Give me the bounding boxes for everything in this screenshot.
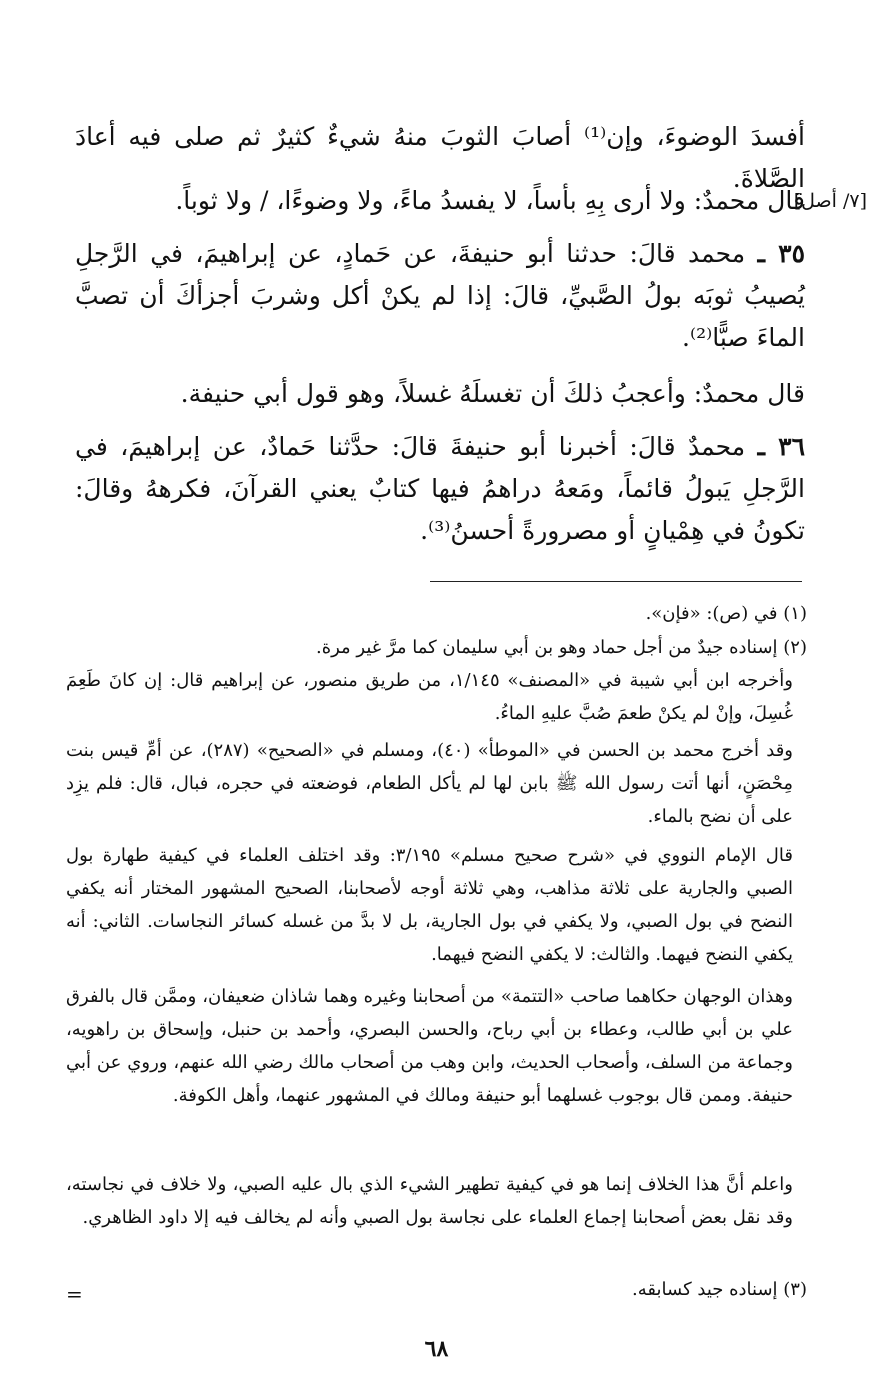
footnote-2-paragraph-b: وقد أخرج محمد بن الحسن في «الموطأ» (٤٠)، ومسلم في «الصحيح» (٢٨٧)، عن أمِّ قيس بنت مِحْصَنٍ، أنها أتت رسول الله ﷺ بابن لها لم يأكل الطعام، فوضعته في حجره، فبال، قال: فلم يزِد على أن نضح بالماء. — [66, 740, 794, 827]
hadith-35-number: ٣٥ ـ — [757, 239, 805, 268]
hadith-36 — [75, 426, 805, 552]
footnote-2-paragraph-a: وأخرجه ابن أبي شيبة في «المصنف» ١/١٤٥، من طريق منصور، عن إبراهيم قال: إن كانَ طَعِمَ غُسِلَ، وإنْ لم يكنْ طعمَ صُبَّ عليهِ الماءُ. — [66, 670, 793, 724]
footnote-divider — [430, 581, 802, 582]
footnote-2: (٢) إسناده جيدٌ من أجل حماد وهو بن أبي سليمان كما مرَّ غير مرة. — [315, 637, 807, 658]
hadith-36-text: محمدٌ قالَ: أخبرنا أبو حنيفةَ قالَ: حدَّثنا حَمادٌ، عن إبراهيمَ، في الرَّجلِ يَبولُ قائماً، ومَعهُ دراهمُ فيها كتابٌ يعني القرآنَ، فكرههُ وقالَ: تكونُ في هِمْيانٍ أو مصرورةً أحسنُ⁽³⁾. — [75, 432, 805, 545]
hadith-36-number: ٣٦ ـ — [757, 432, 806, 461]
main-paragraph-2 — [75, 180, 805, 222]
page-number: ٦٨ — [424, 1336, 449, 1362]
margin-reference: [٧/ أصل] — [793, 190, 867, 212]
continuation-mark: = — [66, 1282, 83, 1306]
main-paragraph-4 — [75, 373, 805, 415]
footnote-1: (١) في (ص): «فإن». — [645, 603, 807, 624]
hadith-35 — [75, 233, 805, 359]
footnote-2-paragraph-e: واعلم أنَّ هذا الخلاف إنما هو في كيفية تطهير الشيء الذي بال عليه الصبي، ولا خلاف في نجاسته، وقد نقل بعض أصحابنا إجماع العلماء على نجاسة بول الصبي وأنه لم يخالف فيه إلا داود الظاهري. — [66, 1174, 793, 1228]
main-paragraph-4-text: قال محمدٌ: وأعجبُ ذلكَ أن تغسلَهُ غسلاً، وهو قول أبي حنيفة. — [180, 379, 805, 408]
footnote-2-paragraph-d: وهذان الوجهان حكاهما صاحب «التتمة» من أصحابنا وغيره وهما شاذان ضعيفان، وممَّن قال بالفرق علي بن أبي طالب، وعطاء بن أبي رباح، والحسن البصري، وأحمد بن حنبل، وإسحاق بن راهويه، وجماعة من السلف، وأصحاب الحديث، وابن وهب من أصحاب مالك رضي الله عنهم، وروي عن أبي حنيفة. وممن قال بوجوب غسلهما أبو حنيفة ومالك في المشهور عنهما، وأهل الكوفة. — [66, 986, 793, 1106]
hadith-35-text: محمد قالَ: حدثنا أبو حنيفةَ، عن حَمادٍ، عن إبراهيمَ، في الرَّجلِ يُصيبُ ثوبَه بولُ الصَّبيِّ، قالَ: إذا لم يكنْ أكل وشربَ أجزأكَ أن تصبَّ الماءَ صبًّا⁽²⁾. — [75, 239, 805, 352]
footnote-3: (٣) إسناده جيد كسابقه. — [632, 1279, 807, 1300]
main-paragraph-1-text: أفسدَ الوضوءَ، وإن⁽¹⁾ أصابَ الثوبَ منهُ شيءٌ كثيرٌ ثم صلى فيه أعادَ الصَّلاةَ. — [75, 122, 805, 193]
main-paragraph-2-text: قال محمدٌ: ولا أرى بِهِ بأساً، لا يفسدُ ماءً، ولا وضوءًا، / ولا ثوباً. — [175, 186, 805, 215]
footnote-2-paragraph-c: قال الإمام النووي في «شرح صحيح مسلم» ٣/١٩٥: وقد اختلف العلماء في كيفية طهارة بول الصبي والجارية على ثلاثة مذاهب، وهي ثلاثة أوجه لأصحابنا، الصحيح المشهور المختار أنه يكفي النضح في بول الصبي، ولا يكفي في بول الجارية، بل لا بدَّ من غسله كسائر النجاسات. الثاني: أنه يكفي النضح فيهما. والثالث: لا يكفي النضح فيهما. — [66, 845, 793, 965]
